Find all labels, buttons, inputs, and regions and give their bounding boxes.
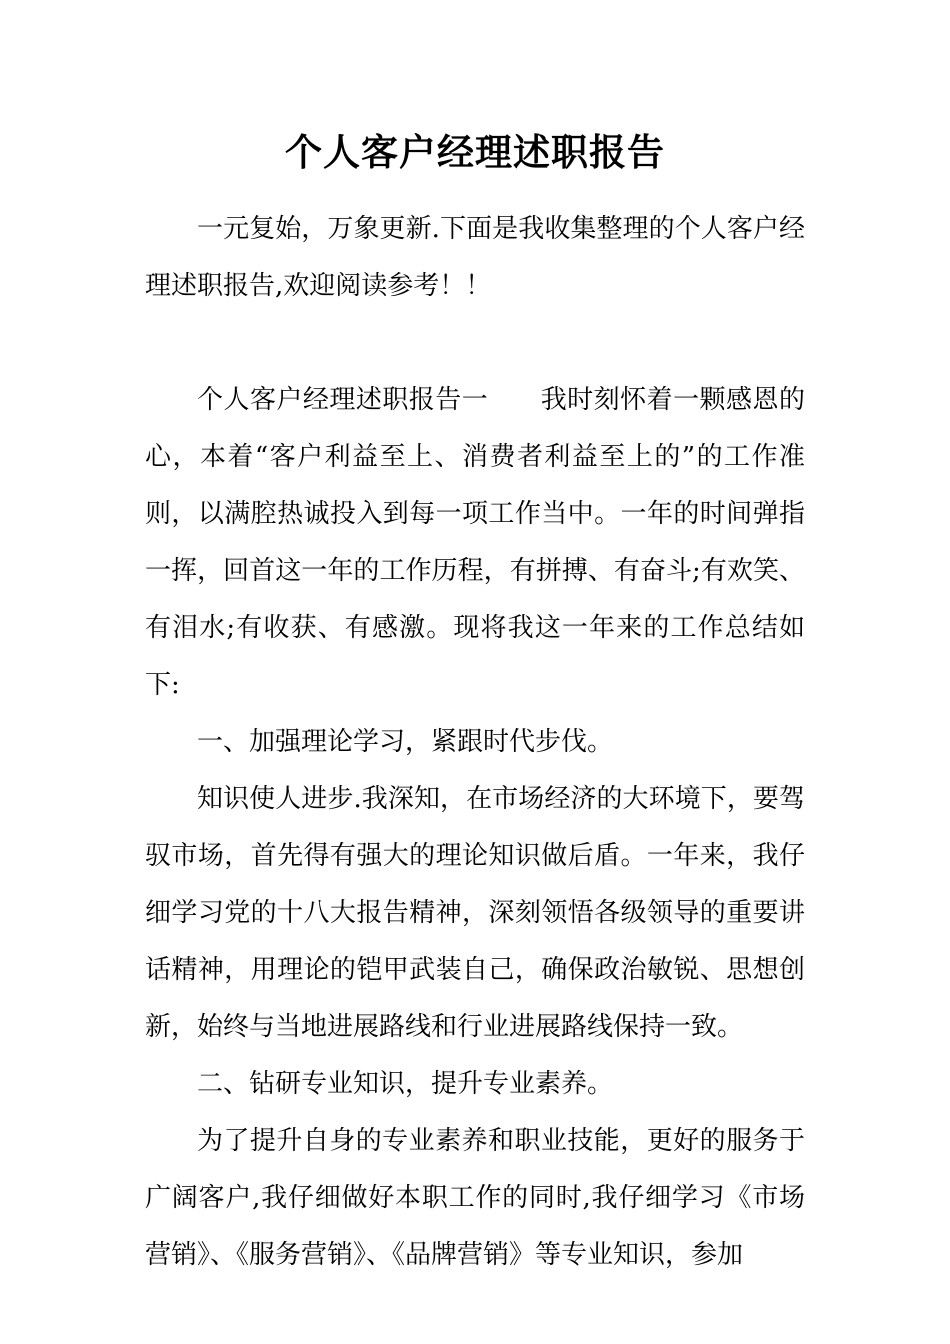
- intro-paragraph: 一元复始，万象更新.下面是我收集整理的个人客户经理述职报告,欢迎阅读参考！！: [145, 214, 805, 301]
- point2-paragraph: 为了提升自身的专业素养和职业技能，更好的服务于广阔客户,我仔细做好本职工作的同时,我仔细学习《市场营销》、《服务营销》、《品牌营销》等专业知识，参加: [145, 1126, 805, 1270]
- section1-paragraph: [145, 372, 805, 714]
- section1-heading: 个人客户经理述职报告一: [197, 385, 489, 415]
- section1-lead: 我时刻怀着一颗感恩的心，本着“客户利益至上、消费者利益至上的”的工作准则，以满腔热诚投入到每一项工作当中。一年的时间弹指一挥，回首这一年的工作历程，有拼搏、有奋斗;有欢笑、有泪水;有收获、有感激。现将我这一年来的工作总结如下:: [145, 385, 805, 700]
- point1-paragraph: 知识使人进步.我深知，在市场经济的大环境下，要驾驭市场，首先得有强大的理论知识做后盾。一年来，我仔细学习党的十八大报告精神，深刻领悟各级领导的重要讲话精神，用理论的铠甲武装自己，确保政治敏锐、思想创新，始终与当地进展路线和行业进展路线保持一致。: [145, 784, 805, 1042]
- point2-heading: 二、钻研专业知识，提升专业素养。: [197, 1069, 614, 1099]
- document-title: 个人客户经理述职报告: [285, 130, 665, 174]
- point1-heading: 一、加强理论学习，紧跟时代步伐。: [197, 727, 614, 757]
- document-body: [145, 201, 805, 1284]
